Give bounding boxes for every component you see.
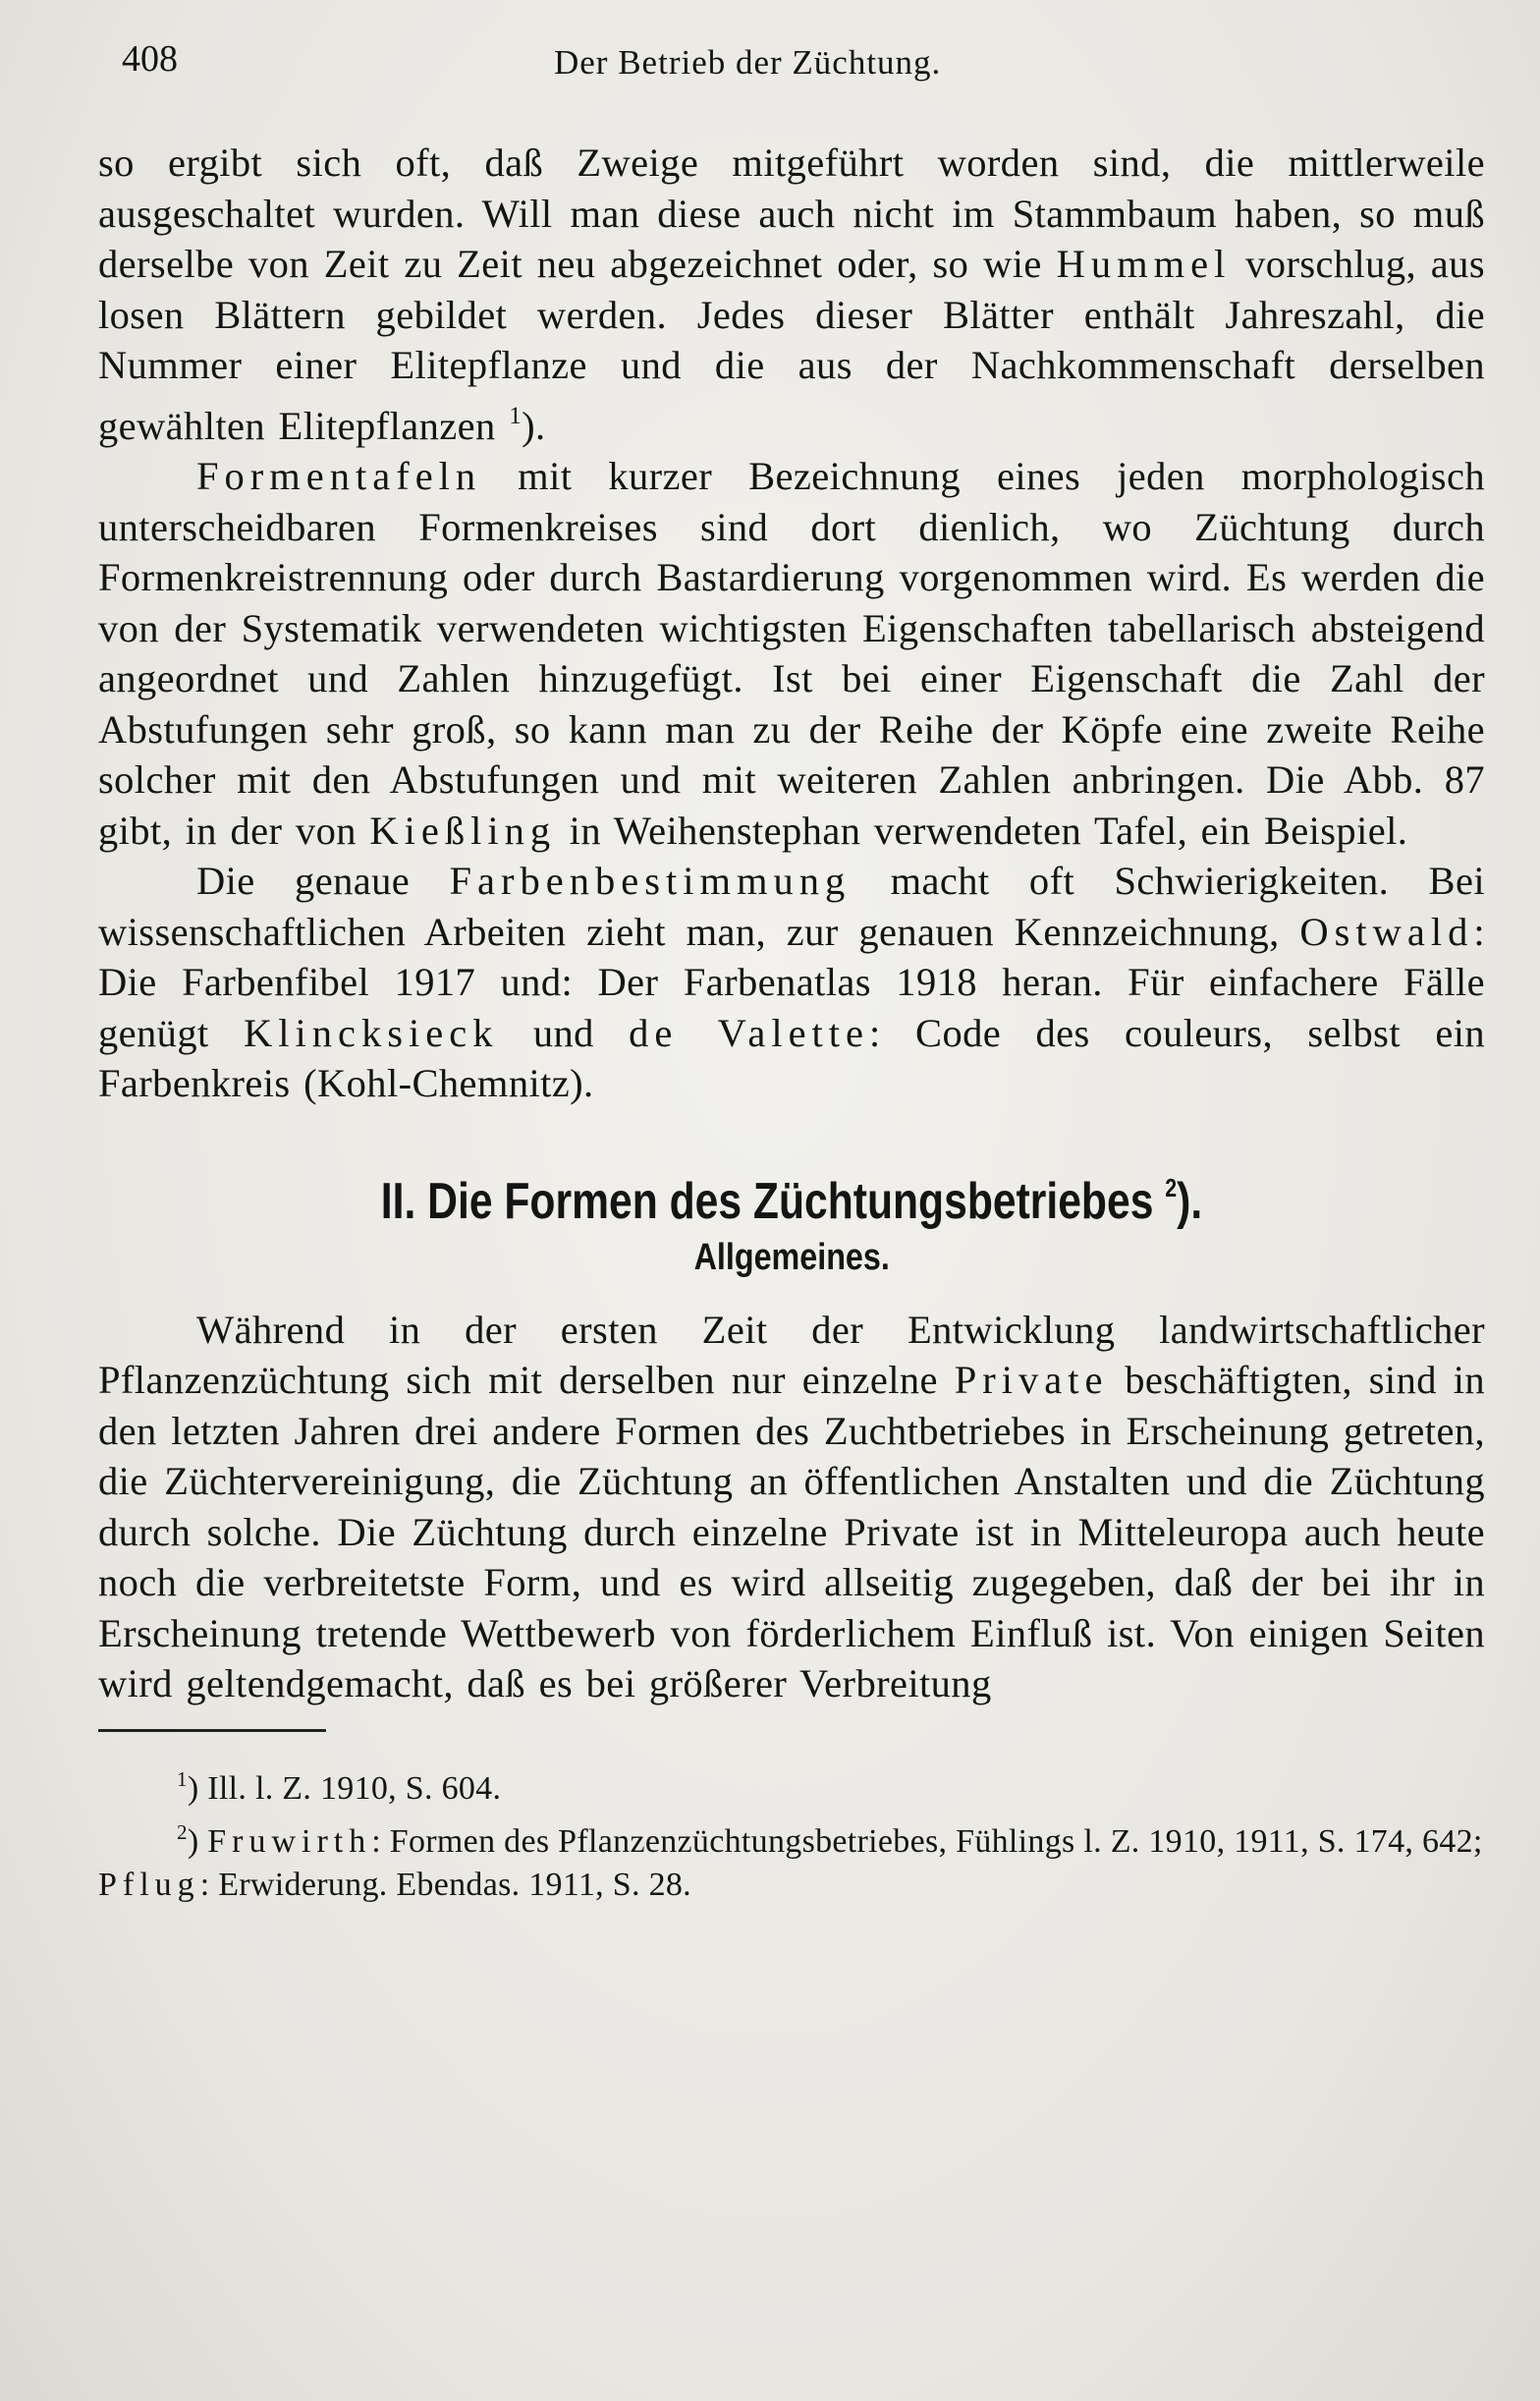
paragraph-text: so ergibt sich oft, daß Zweige mitgeführt worden sind, die mittlerweile ausgeschaltet wurden. Will man diese auch nicht im Stammbaum haben, so muß derselbe von Zeit zu Zeit neu abgezeichnet oder, so wie	[98, 140, 1485, 286]
paragraph-private-zuechtung	[98, 1305, 1485, 1709]
paragraph-text: mit kurzer Bezeichnung eines jeden morphologisch unterscheidbaren Formenkreises sind dort dienlich, wo Züchtung durch Formenkreistrennung oder durch Bastardierung vorgenommen wird. Es werden die von der Systematik verwendeten wichtigsten Eigenschaften tabellarisch absteigend angeordnet und Zahlen hinzugefügt. Ist bei einer Eigenschaft die Zahl der Abstufungen sehr groß, so kann man zu der Reihe der Köpfe eine zweite Reihe solcher mit den Abstufungen und mit weiteren Zahlen anbringen. Die Abb. 87 gibt, in der von	[98, 454, 1485, 853]
subsection-title: Allgemeines.	[693, 1236, 890, 1278]
author-name-ostwald: Ostwald	[1299, 909, 1474, 954]
term-private: Private	[954, 1358, 1109, 1402]
footnote-2	[98, 1811, 1485, 1907]
footnote-mark-1: 1	[177, 1766, 188, 1791]
author-name-de-valette: de Valette	[629, 1010, 870, 1055]
section-title	[381, 1172, 1202, 1231]
author-name-fruwirth: Fruwirth	[207, 1822, 372, 1860]
paragraph-text: und	[498, 1010, 630, 1055]
running-head: Der Betrieb der Züchtung.	[554, 43, 942, 82]
paragraph-text: ).	[522, 403, 546, 448]
page-number: 408	[122, 38, 178, 80]
paragraph-text: in Weihenstephan verwendeten Tafel, ein Beispiel.	[556, 808, 1408, 853]
footnote-mark-2: 2	[177, 1819, 188, 1844]
paragraph-stammbaum	[98, 138, 1485, 451]
footnote-text: ) Ill. l. Z. 1910, S. 604.	[187, 1769, 502, 1807]
footnote-text: )	[187, 1822, 208, 1860]
paragraph-text: Die genaue	[196, 859, 450, 903]
section-heading-block	[98, 1172, 1485, 1279]
footnote-ref-1: 1	[509, 402, 522, 429]
paragraph-text: vorschlug, aus losen Blättern gebildet werden. Jedes dieser Blätter enthält Jahreszahl, die Nummer einer Elitepflanze und die aus der Nachkommenschaft derselben gewählten Elitepflanzen	[98, 242, 1485, 448]
footnote-separator	[98, 1729, 326, 1732]
term-farbenbestimmung: Farbenbestimmung	[449, 859, 852, 903]
footnote-text: : Formen des Pflanzenzüchtungsbetriebes, Fühlings l. Z. 1910, 1911, S. 174, 642;	[371, 1822, 1483, 1860]
paragraph-text: beschäftigten, sind in den letzten Jahren drei andere Formen des Zuchtbetriebes in Erscheinung getreten, die Züchtervereinigung, die Züchtung an öffentlichen Anstalten und die Züchtung durch solche. Die Züchtung durch einzelne Private ist in Mitteleuropa auch heute noch die verbreitetste Form, und es wird allseitig zugegeben, daß der bei ihr in Erscheinung tretende Wettbewerb von förderlichem Einfluß ist. Von einigen Seiten wird geltendgemacht, daß es bei größerer Verbreitung	[98, 1358, 1486, 1705]
footnote-ref-2: 2	[1165, 1172, 1178, 1202]
paragraph-text: macht oft Schwierigkeiten. Bei wissenschaftlichen Arbeiten zieht man, zur genauen Kennzeichnung,	[98, 859, 1485, 954]
page-header	[122, 37, 1477, 96]
paragraph-text: Während in der ersten Zeit der Entwicklung landwirtschaftlicher Pflanzenzüchtung sich mit derselben nur einzelne	[98, 1307, 1485, 1402]
paragraph-formentafeln	[98, 451, 1485, 856]
author-name-kiessling: Kießling	[369, 808, 557, 853]
paragraph-farbenbestimmung	[98, 856, 1485, 1109]
term-formentafeln: Formentafeln	[196, 454, 482, 498]
page-body	[98, 138, 1485, 1907]
author-name-pflug: Pflug	[98, 1866, 200, 1903]
paragraph-text: : Die Farbenfibel 1917 und: Der Farbenatlas 1918 heran. Für einfachere Fälle genügt	[98, 909, 1485, 1055]
section-title-suffix: ).	[1177, 1172, 1203, 1230]
section-title-text: II. Die Formen des Züchtungsbetriebes	[380, 1172, 1154, 1230]
paragraph-text: : Code des couleurs, selbst ein Farbenkreis (Kohl-Chemnitz).	[98, 1010, 1486, 1105]
footnote-1	[98, 1758, 1485, 1811]
footnote-text: : Erwiderung. Ebendas. 1911, S. 28.	[199, 1866, 691, 1903]
author-name-hummel: Hummel	[1056, 242, 1232, 286]
author-name-klincksieck: Klincksieck	[244, 1010, 499, 1055]
